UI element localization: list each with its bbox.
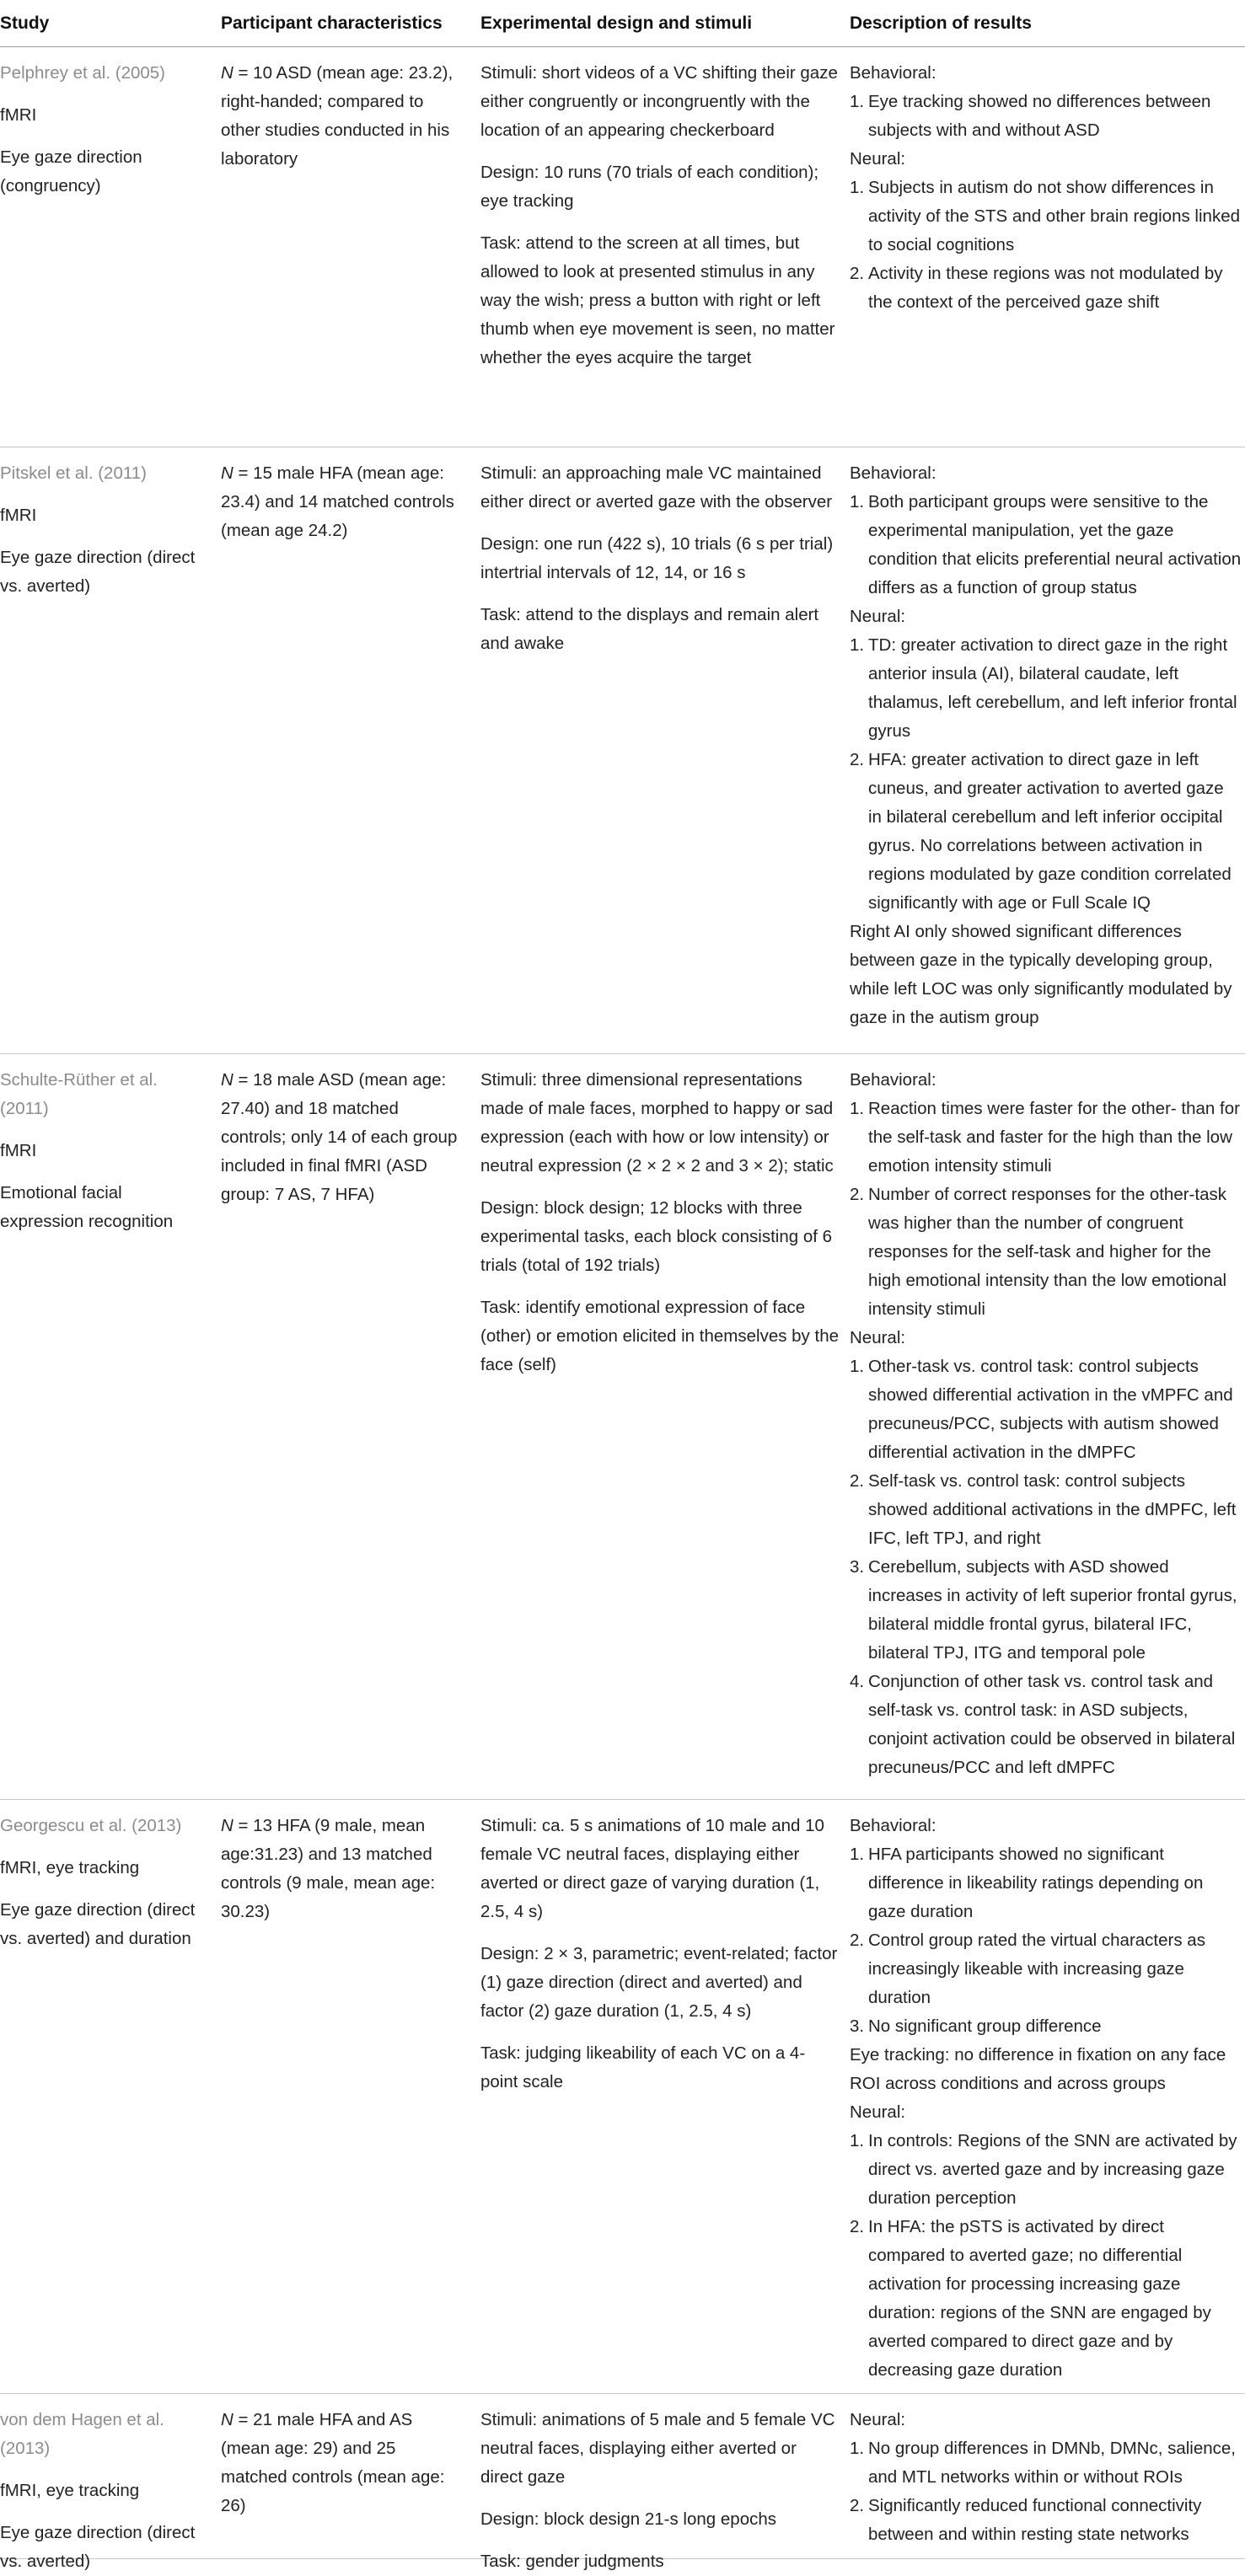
design-cell [480, 2394, 850, 2576]
item-number: 1. [850, 2131, 865, 2150]
design-cell [480, 447, 850, 1053]
results-cell [850, 1054, 1245, 1799]
n-symbol: N [221, 463, 233, 483]
table-row [0, 1054, 1245, 1800]
study-method: fMRI [0, 105, 37, 125]
results-item [850, 1840, 1242, 1926]
results-item [850, 1668, 1242, 1782]
results-heading: Neural: [850, 2102, 906, 2122]
study-method: fMRI [0, 506, 37, 525]
n-symbol: N [221, 1070, 233, 1090]
results-item [850, 2434, 1242, 2492]
item-number: 3. [850, 1557, 865, 1577]
results-item [850, 746, 1242, 918]
design-design: Design: one run (422 s), 10 trials (6 s per trial) intertrial intervals of 12, 14, or 16 s [480, 534, 834, 582]
item-text: Subjects in autism do not show differences in activity of the STS and other brain regions linked to social cognitions [868, 178, 1240, 254]
results-cell [850, 1800, 1245, 2393]
item-number: 1. [850, 1099, 865, 1118]
study-topic: Eye gaze direction (congruency) [0, 147, 142, 195]
study-cell [0, 1800, 221, 2393]
results-item [850, 1926, 1242, 2012]
item-text: HFA: greater activation to direct gaze in left cuneus, and greater activation to averted gaze in bilateral cerebellum and left inferior occipital gyrus. No correlations between activation in regions modulated by gaze condition correlated significantly with age or Full Scale IQ [868, 750, 1232, 913]
study-author: von dem Hagen et al. (2013) [0, 2410, 164, 2458]
item-text: Activity in these regions was not modulated by the context of the perceived gaze shift [868, 264, 1223, 312]
design-cell [480, 1054, 850, 1799]
table-row [0, 1800, 1245, 2394]
table-header [0, 0, 1245, 47]
design-cell [480, 47, 850, 447]
results-heading: Behavioral: [850, 1816, 936, 1835]
n-symbol: N [221, 63, 233, 83]
participants-cell: N = 21 male HFA and AS (mean age: 29) and 25 matched controls (mean age: 26) [221, 2410, 445, 2515]
study-author: Schulte-Rüther et al. (2011) [0, 1070, 158, 1118]
results-item [850, 1181, 1242, 1324]
item-number: 3. [850, 2016, 865, 2036]
table-row [0, 2394, 1245, 2571]
item-text: In controls: Regions of the SNN are activated by direct vs. averted gaze and by increasing gaze duration perception [868, 2131, 1237, 2208]
results-item [850, 631, 1242, 746]
item-number: 2. [850, 2496, 865, 2515]
item-text: Both participant groups were sensitive to the experimental manipulation, yet the gaze condition that elicits preferential neural activation differs as a function of group status [868, 492, 1242, 597]
item-text: Other-task vs. control task: control subjects showed differential activation in the vMPFC and precuneus/PCC, subjects with autism showed differential activation in the dMPFC [868, 1357, 1233, 1462]
study-topic: Eye gaze direction (direct vs. averted) [0, 2523, 196, 2571]
results-heading: Neural: [850, 149, 906, 169]
design-design: Design: 2 × 3, parametric; event-related; factor (1) gaze direction (direct and averted) and factor (2) gaze duration (1, 2.5, 4 s) [480, 1944, 838, 2021]
design-task: Task: gender judgments [480, 2552, 664, 2571]
item-number: 1. [850, 1357, 865, 1376]
item-text: Self-task vs. control task: control subjects showed additional activations in the dMPFC, left IFC, left TPJ, and right [868, 1471, 1237, 1548]
item-number: 2. [850, 1471, 865, 1491]
results-item [850, 2127, 1242, 2213]
study-author: Pitskel et al. (2011) [0, 463, 147, 483]
item-text: Reaction times were faster for the other- than for the self-task and faster for the high than the low emotion intensity stimuli [868, 1099, 1240, 1176]
item-number: 1. [850, 178, 865, 197]
study-topic: Eye gaze direction (direct vs. averted) and duration [0, 1900, 196, 1948]
study-cell [0, 47, 221, 447]
study-cell [0, 2394, 221, 2576]
study-topic: Emotional facial expression recognition [0, 1183, 174, 1231]
item-text: In HFA: the pSTS is activated by direct compared to averted gaze; no differential activation for processing increasing gaze duration: regions of the SNN are engaged by averted compared to direct gaze and by decreasing gaze duration [868, 2217, 1211, 2380]
results-heading: Neural: [850, 1328, 906, 1347]
results-heading: Behavioral: [850, 463, 936, 483]
participants-cell: N = 18 male ASD (mean age: 27.40) and 18 matched controls; only 14 of each group included in final fMRI (ASD group: 7 AS, 7 HFA) [221, 1070, 458, 1204]
table-row [0, 47, 1245, 447]
results-item [850, 260, 1242, 317]
results-item [850, 88, 1242, 145]
header-design: Experimental design and stimuli [480, 13, 753, 33]
design-cell [480, 1800, 850, 2393]
item-text: No group differences in DMNb, DMNc, salience, and MTL networks within or without ROIs [868, 2439, 1236, 2487]
results-item [850, 2213, 1242, 2385]
item-number: 1. [850, 635, 865, 655]
results-item [850, 2492, 1242, 2549]
design-task: Task: identify emotional expression of face (other) or emotion elicited in themselves by the face (self) [480, 1298, 840, 1374]
design-task: Task: attend to the displays and remain alert and awake [480, 605, 819, 653]
n-symbol: N [221, 2410, 233, 2429]
item-text: No significant group difference [868, 2016, 1102, 2036]
item-text: Number of correct responses for the other-task was higher than the number of congruent responses for the self-task and higher for the high emotional intensity than the low emotional intensity stimuli [868, 1185, 1227, 1319]
study-author: Georgescu et al. (2013) [0, 1816, 182, 1835]
results-item [850, 1553, 1242, 1668]
design-stimuli: Stimuli: animations of 5 male and 5 female VC neutral faces, displaying either averted or direct gaze [480, 2410, 835, 2487]
item-text: Conjunction of other task vs. control task and self-task vs. control task: in ASD subjects, conjoint activation could be observed in bilateral precuneus/PCC and left dMPFC [868, 1672, 1236, 1777]
results-heading: Right AI only showed significant differences between gaze in the typically developing group, while left LOC was only significantly modulated by gaze in the autism group [850, 922, 1232, 1027]
design-task: Task: attend to the screen at all times, but allowed to look at presented stimulus in any way the wish; press a button with right or left thumb when eye movement is seen, no matter whether the eyes acquire the target [480, 233, 835, 367]
design-stimuli: Stimuli: ca. 5 s animations of 10 male and 10 female VC neutral faces, displaying either averted or direct gaze of varying duration (1, 2.5, 4 s) [480, 1816, 824, 1921]
results-item [850, 2012, 1242, 2041]
item-number: 2. [850, 264, 865, 283]
item-number: 4. [850, 1672, 865, 1691]
item-number: 1. [850, 492, 865, 511]
results-item [850, 488, 1242, 602]
results-cell [850, 47, 1245, 447]
item-text: Significantly reduced functional connectivity between and within resting state networks [868, 2496, 1202, 2544]
header-results: Description of results [850, 13, 1032, 33]
item-number: 2. [850, 750, 865, 769]
study-cell [0, 1054, 221, 1799]
design-stimuli: Stimuli: short videos of a VC shifting their gaze either congruently or incongruently with the location of an appearing checkerboard [480, 63, 838, 140]
results-heading: Neural: [850, 607, 906, 626]
item-text: Eye tracking showed no differences between subjects with and without ASD [868, 92, 1211, 140]
study-method: fMRI, eye tracking [0, 1858, 140, 1877]
item-number: 2. [850, 1931, 865, 1950]
item-number: 1. [850, 1845, 865, 1864]
results-item [850, 174, 1242, 260]
study-method: fMRI [0, 1141, 37, 1160]
item-text: Control group rated the virtual characters as increasingly likeable with increasing gaze duration [868, 1931, 1205, 2007]
design-task: Task: judging likeability of each VC on a 4-point scale [480, 2043, 806, 2091]
participants-cell: N = 13 HFA (9 male, mean age:31.23) and 13 matched controls (9 male, mean age: 30.23) [221, 1816, 436, 1921]
item-text: HFA participants showed no significant difference in likeability ratings depending on gaze duration [868, 1845, 1204, 1921]
design-design: Design: block design; 12 blocks with three experimental tasks, each block consisting of 6 trials (total of 192 trials) [480, 1198, 833, 1275]
design-design: Design: block design 21-s long epochs [480, 2509, 776, 2529]
results-cell [850, 2394, 1245, 2576]
results-heading: Eye tracking: no difference in fixation on any face ROI across conditions and across groups [850, 2045, 1226, 2093]
design-stimuli: Stimuli: three dimensional representations made of male faces, morphed to happy or sad expression (each with how or low intensity) or neutral expression (2 × 2 × 2 and 3 × 2); static [480, 1070, 834, 1176]
results-heading: Behavioral: [850, 63, 936, 83]
header-participants: Participant characteristics [221, 13, 443, 33]
table-row [0, 447, 1245, 1054]
item-number: 2. [850, 1185, 865, 1204]
participants-cell: N = 15 male HFA (mean age: 23.4) and 14 matched controls (mean age 24.2) [221, 463, 454, 540]
study-method: fMRI, eye tracking [0, 2481, 140, 2500]
item-number: 2. [850, 2217, 865, 2236]
item-text: TD: greater activation to direct gaze in the right anterior insula (AI), bilateral caudate, left thalamus, left cerebellum, and left inferior frontal gyrus [868, 635, 1237, 741]
results-item [850, 1352, 1242, 1467]
results-cell [850, 447, 1245, 1053]
study-author: Pelphrey et al. (2005) [0, 63, 166, 83]
n-symbol: N [221, 1816, 233, 1835]
results-item [850, 1095, 1242, 1181]
design-stimuli: Stimuli: an approaching male VC maintained either direct or averted gaze with the observer [480, 463, 833, 511]
item-text: Cerebellum, subjects with ASD showed increases in activity of left superior frontal gyrus, bilateral middle frontal gyrus, bilateral IFC, bilateral TPJ, ITG and temporal pole [868, 1557, 1237, 1663]
study-topic: Eye gaze direction (direct vs. averted) [0, 548, 196, 596]
item-number: 1. [850, 2439, 865, 2458]
results-heading: Neural: [850, 2410, 906, 2429]
design-design: Design: 10 runs (70 trials of each condition); eye tracking [480, 163, 819, 211]
header-study: Study [0, 13, 50, 33]
study-cell [0, 447, 221, 1053]
results-heading: Behavioral: [850, 1070, 936, 1090]
item-number: 1. [850, 92, 865, 111]
participants-cell: N = 10 ASD (mean age: 23.2), right-handed; compared to other studies conducted in his laboratory [221, 63, 453, 169]
results-item [850, 1467, 1242, 1553]
